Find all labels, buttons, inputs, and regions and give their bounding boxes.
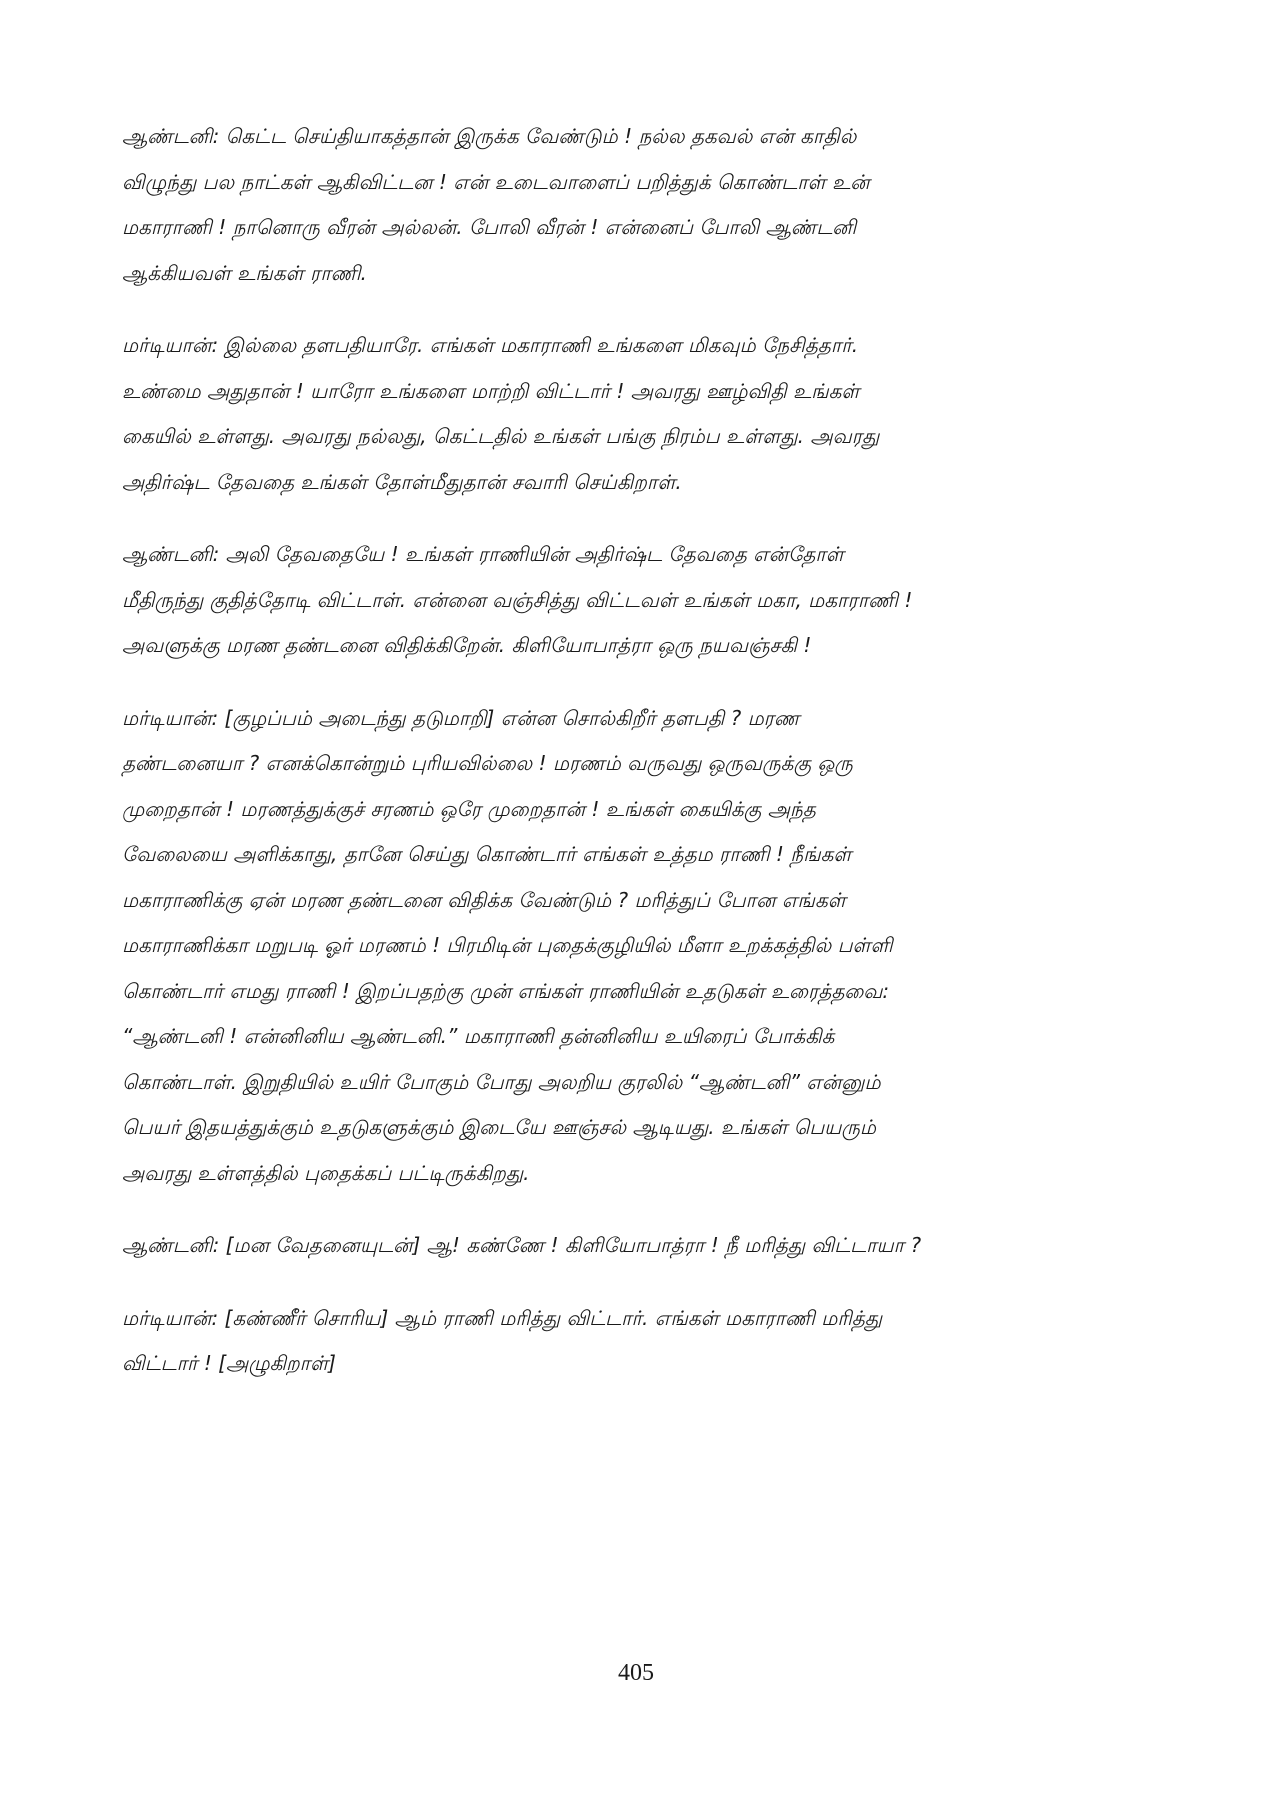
page-body — [122, 114, 1162, 1414]
dialogue-paragraph — [122, 323, 1162, 505]
text-line: விட்டார் ! [அழுகிறாள்] — [122, 1351, 336, 1375]
text-line: ஆண்டனி: அலி தேவதையே ! உங்கள் ராணியின் அதிர்ஷ்ட தேவதை என்தோள் — [122, 542, 844, 566]
text-line: அவளுக்கு மரண தண்டனை விதிக்கிறேன். கிளியோபாத்ரா ஒரு நயவஞ்சகி ! — [122, 633, 812, 657]
text-line: கொண்டாள். இறுதியில் உயிர் போகும் போது அலறிய குரலில் “ஆண்டனி” என்னும் — [122, 1069, 881, 1094]
text-line: அதிர்ஷ்ட தேவதை உங்கள் தோள்மீதுதான் சவாரி செய்கிறாள். — [122, 469, 682, 494]
text-line: மர்டியான்: [குழப்பம் அடைந்து தடுமாறி] என்ன சொல்கிறீர் தளபதி ? மரண — [122, 705, 800, 730]
dialogue-paragraph — [122, 1296, 1162, 1387]
dialogue-paragraph — [122, 114, 1162, 296]
text-line: மகாராணிக்கு ஏன் மரண தண்டனை விதிக்க வேண்டும் ? மரித்துப் போன எங்கள் — [122, 887, 846, 912]
text-line: ஆண்டனி: [மன வேதனையுடன்] ஆ! கண்ணே ! கிளியோபாத்ரா ! நீ மரித்து விட்டாயா ? — [122, 1233, 922, 1257]
page-number: 405 — [618, 1660, 654, 1686]
text-line: கையில் உள்ளது. அவரது நல்லது, கெட்டதில் உங்கள் பங்கு நிரம்ப உள்ளது. அவரது — [122, 424, 880, 448]
text-line: ஆக்கியவள் உங்கள் ராணி. — [122, 260, 367, 285]
text-line: முறைதான் ! மரணத்துக்குச் சரணம் ஒரே முறைதான் ! உங்கள் கையிக்கு அந்த — [122, 796, 816, 821]
dialogue-paragraph — [122, 696, 1162, 1197]
text-line: பெயர் இதயத்துக்கும் உதடுகளுக்கும் இடையே ஊஞ்சல் ஆடியது. உங்கள் பெயரும் — [122, 1115, 877, 1139]
dialogue-paragraph — [122, 532, 1162, 669]
text-line: விழுந்து பல நாட்கள் ஆகிவிட்டன ! என் உடைவாளைப் பறித்துக் கொண்டாள் உன் — [122, 169, 870, 194]
text-line: மகாராணி ! நானொரு வீரன் அல்லன். போலி வீரன் ! என்னைப் போலி ஆண்டனி — [122, 215, 857, 239]
dialogue-paragraph — [122, 1223, 1162, 1269]
text-line: ஆண்டனி: கெட்ட செய்தியாகத்தான் இருக்க வேண்டும் ! நல்ல தகவல் என் காதில் — [122, 124, 857, 148]
text-line: மர்டியான்: [கண்ணீர் சொரிய] ஆம் ராணி மரித்து விட்டார். எங்கள் மகாராணி மரித்து — [122, 1305, 883, 1330]
text-line: மகாராணிக்கா மறுபடி ஓர் மரணம் ! பிரமிடின் புதைக்குழியில் மீளா உறக்கத்தில் பள்ளி — [122, 933, 893, 957]
text-line: அவரது உள்ளத்தில் புதைக்கப் பட்டிருக்கிறது. — [122, 1160, 530, 1185]
text-line: மர்டியான்: இல்லை தளபதியாரே. எங்கள் மகாராணி உங்களை மிகவும் நேசித்தார். — [122, 333, 859, 357]
text-line: வேலையை அளிக்காது, தானே செய்து கொண்டார் எங்கள் உத்தம ராணி ! நீங்கள் — [122, 842, 852, 866]
text-line: கொண்டார் எமது ராணி ! இறப்பதற்கு முன் எங்கள் ராணியின் உதடுகள் உரைத்தவை: — [122, 978, 890, 1003]
text-line: “ஆண்டனி ! என்னினிய ஆண்டனி.” மகாராணி தன்னினிய உயிரைப் போக்கிக் — [122, 1024, 835, 1048]
text-line: மீதிருந்து குதித்தோடி விட்டாள். என்னை வஞ்சித்து விட்டவள் உங்கள் மகா, மகாராணி ! — [122, 587, 913, 612]
text-line: தண்டனையா ? எனக்கொன்றும் புரியவில்லை ! மரணம் வருவது ஒருவருக்கு ஒரு — [122, 751, 853, 775]
text-line: உண்மை அதுதான் ! யாரோ உங்களை மாற்றி விட்டார் ! அவரது ஊழ்விதி உங்கள் — [122, 378, 860, 403]
